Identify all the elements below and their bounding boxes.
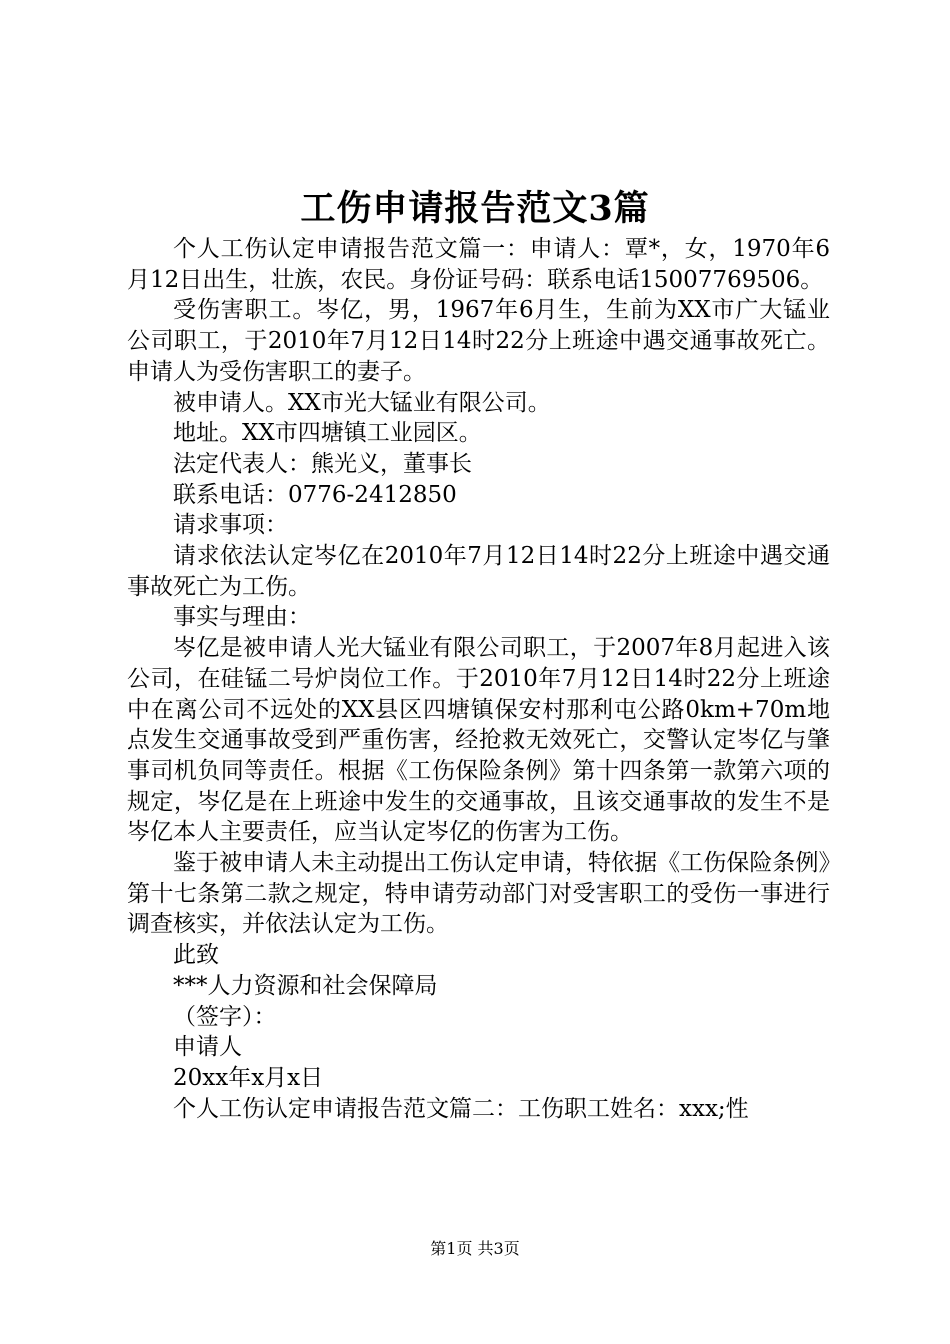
- paragraph-facts: 岑亿是被申请人光大锰业有限公司职工，于2007年8月起进入该公司，在硅锰二号炉岗位工作。于2010年7月12日14时22分上班途中在离公司不远处的XX县区四塘镇保安村那利屯公路0km+70m地点发生交通事故受到严重伤害，经抢救无效死亡，交警认定岑亿与肇事司机负同等责任。根据《工伤保险条例》第十四条第一款第六项的规定，岑亿是在上班途中发生的交通事故，且该交通事故的发生不是岑亿本人主要责任，应当认定岑亿的伤害为工伤。: [127, 635, 830, 846]
- paragraph-phone: 联系电话：0776-2412850: [173, 481, 457, 508]
- paragraph-address: 地址。XX市四塘镇工业园区。: [173, 420, 482, 447]
- paragraph-applicant-sign: 申请人: [173, 1034, 242, 1061]
- paragraph-facts-heading: 事实与理由：: [173, 604, 311, 631]
- paragraph-signature: （签字）：: [173, 1003, 277, 1030]
- paragraph-sample-two: 个人工伤认定申请报告范文篇二：工伤职工姓名：xxx;性: [173, 1095, 749, 1122]
- document-body: [127, 234, 830, 1124]
- document-title: 工伤申请报告范文3篇: [300, 188, 650, 229]
- paragraph-date: 20xx年x月x日: [173, 1064, 324, 1091]
- paragraph-conclusion: 鉴于被申请人未主动提出工伤认定申请，特依据《工伤保险条例》第十七条第二款之规定，特申请劳动部门对受害职工的受伤一事进行调查核实，并依法认定为工伤。: [127, 850, 830, 938]
- paragraph-salutation: 此致: [173, 942, 219, 969]
- paragraph-legal-representative: 法定代表人：熊光义，董事长: [173, 450, 472, 477]
- paragraph-recipient: ***人力资源和社会保障局: [173, 972, 438, 999]
- paragraph-respondent: 被申请人。XX市光大锰业有限公司。: [173, 389, 551, 416]
- page-footer: 第1页 共3页: [430, 1239, 520, 1258]
- paragraph-injured-worker: 受伤害职工。岑亿，男，1967年6月生，生前为XX市广大锰业公司职工，于2010年7月12日14时22分上班途中遇交通事故死亡。申请人为受伤害职工的妻子。: [127, 297, 830, 385]
- paragraph-request-heading: 请求事项：: [173, 512, 288, 539]
- paragraph-applicant: 个人工伤认定申请报告范文篇一：申请人：覃*，女，1970年6月12日出生，壮族，农民。身份证号码：联系电话15007769506。: [127, 236, 830, 293]
- paragraph-request: 请求依法认定岑亿在2010年7月12日14时22分上班途中遇交通事故死亡为工伤。: [127, 543, 830, 600]
